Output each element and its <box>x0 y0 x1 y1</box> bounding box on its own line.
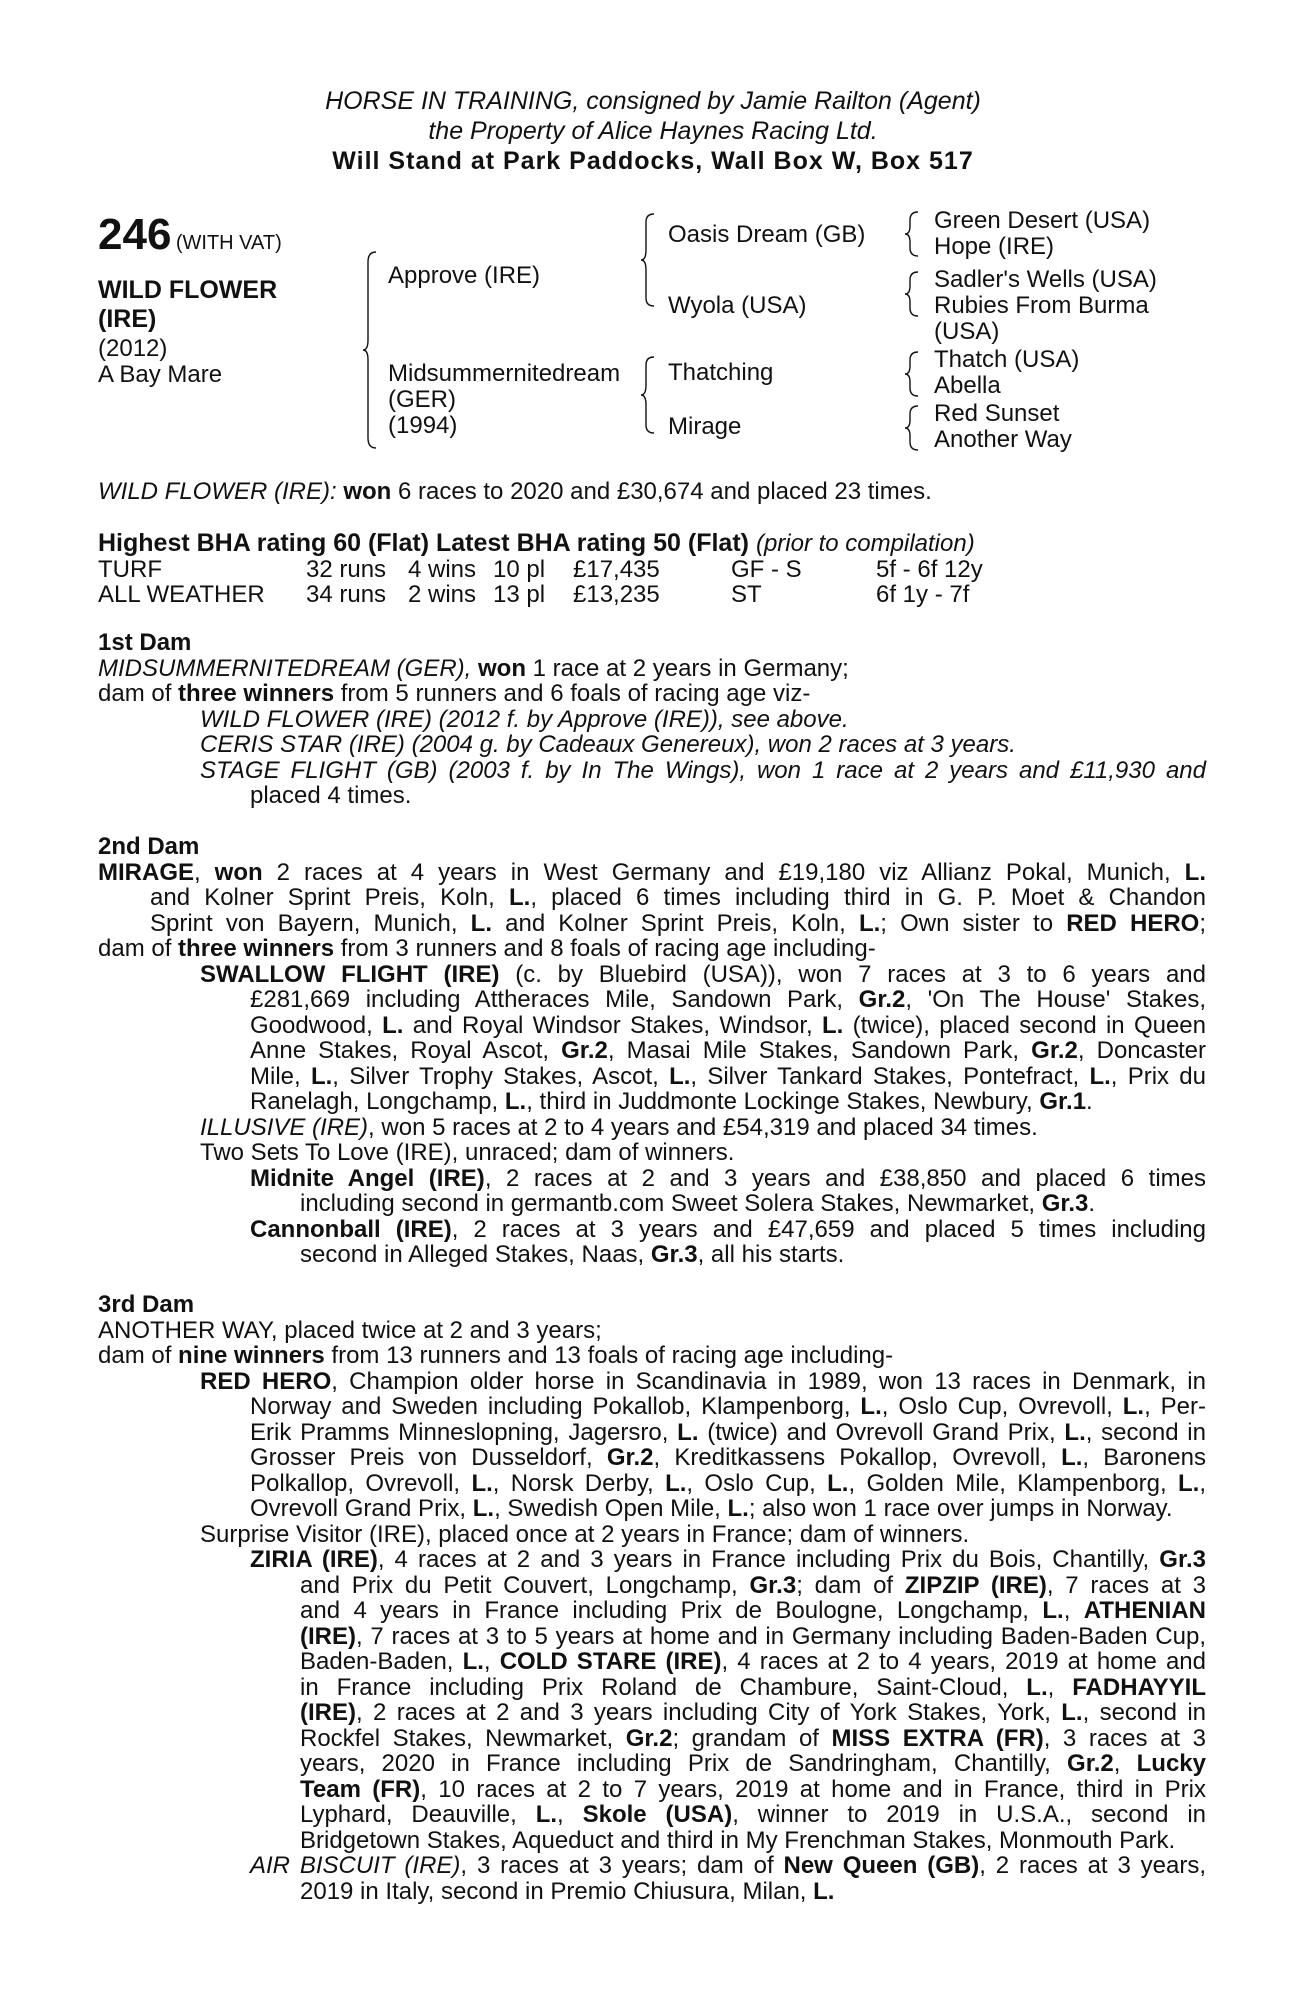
grade: Gr.2 <box>625 1724 673 1752</box>
text: 2 races at 4 years in West Germany and £19,180 viz Allianz Pokal, Munich, <box>262 858 1185 886</box>
grade: L. <box>858 909 881 937</box>
horse-info <box>98 276 277 388</box>
second-dam-line <box>98 911 1206 937</box>
dam-dam: Mirage <box>668 413 742 440</box>
text: , 4 races at 2 to 4 years, 2019 at home and <box>721 1648 1207 1675</box>
text: ; also won 1 race over jumps in Norway. <box>748 1495 1173 1522</box>
text: , <box>483 1648 500 1675</box>
text: , Per- <box>1144 1393 1206 1420</box>
lot-number-block <box>98 212 282 258</box>
dam-name-text: MIRAGE <box>98 858 194 886</box>
produce-entry-cont <box>98 1496 1206 1522</box>
text: Goodwood, <box>250 1011 383 1039</box>
pedigree-brace-dam <box>640 355 660 435</box>
text: , 2 races at 2 and 3 years including City of York Stakes, York, <box>356 1699 1062 1726</box>
summary-won: won <box>343 478 392 505</box>
text: including second in germantb.com Sweet Solera Stakes, Newmarket, <box>300 1190 1042 1217</box>
grade: L. <box>669 1062 691 1090</box>
horse-name-bold: Midnite Angel (IRE) <box>250 1164 485 1192</box>
produce-entry-cont <box>98 1598 1206 1624</box>
dam-name-line: Midsummernitedream <box>388 360 621 387</box>
text: (twice) and Ovrevoll Grand Prix, <box>698 1418 1065 1446</box>
grade: L. <box>1061 1444 1083 1471</box>
sire-sire: Oasis Dream (GB) <box>668 221 866 248</box>
winners-count: three winners <box>178 935 335 962</box>
text: , Oslo Cup, Ovrevoll, <box>881 1393 1123 1420</box>
lot-number: 246 <box>98 210 172 259</box>
pedigree-brace-mirage <box>904 404 922 452</box>
text: , third in Juddmonte Lockinge Stakes, Newbury, <box>526 1088 1040 1115</box>
summary-text: 6 races to 2020 and £30,674 and placed 23 times. <box>398 478 932 505</box>
lot-header <box>98 86 1208 176</box>
text: dam of <box>98 1342 179 1369</box>
produce-entry-cont <box>98 1700 1206 1726</box>
text: 2019 in Italy, second in Premio Chiusura, Milan, <box>300 1877 814 1905</box>
pedigree-brace-oasis-dream <box>904 210 922 258</box>
text: ; dam of <box>796 1571 905 1599</box>
text: years, 2020 in France including Prix de Sandringham, Chantilly, <box>300 1750 1068 1777</box>
text: ; grandam of <box>672 1724 832 1752</box>
horse-description: A Bay Mare <box>98 361 223 388</box>
ratings-row-all-weather <box>98 582 983 607</box>
grade: L. <box>813 1877 835 1905</box>
sire-sire-sire: Green Desert (USA) <box>934 207 1151 234</box>
rating-distance: 6f 1y - 7f <box>876 581 970 608</box>
produce-entry <box>98 1115 1206 1141</box>
text: 1 race at 2 years in Germany; <box>526 654 849 682</box>
grade: L. <box>1122 1393 1145 1420</box>
ratings-block <box>98 530 1206 607</box>
grade: Gr.3 <box>749 1571 797 1599</box>
text: and 4 years in France including Prix de Boulogne, Longchamp, <box>300 1597 1043 1624</box>
grade: L. <box>462 1648 484 1675</box>
text: and Kolner Sprint Preis, Koln, <box>492 909 859 937</box>
grade: L. <box>822 1011 844 1039</box>
dam-sire-dam: Abella <box>934 372 1001 399</box>
third-dam-section <box>98 1292 1206 1904</box>
text: Sprint von Bayern, Munich, <box>150 909 471 937</box>
won-text: won <box>214 858 263 886</box>
produce-entry-cont <box>98 1089 1206 1115</box>
text: , 4 races at 2 and 3 years in France including Prix du Bois, Chantilly, <box>377 1546 1160 1573</box>
text: , 2 races at 3 years, <box>979 1852 1207 1879</box>
winners-count: three winners <box>178 680 335 707</box>
second-dam-line <box>98 936 1206 962</box>
text: and Prix du Petit Couvert, Longchamp, <box>300 1571 750 1599</box>
text: Erik Pramms Minneslopning, Jagersro, <box>250 1418 678 1446</box>
grade: L. <box>1178 1469 1200 1497</box>
horse-name-bold: Cannonball (IRE) <box>250 1215 452 1243</box>
rating-going: ST <box>731 581 762 608</box>
rating-placed: 13 pl <box>493 581 546 608</box>
rating-wins: 2 wins <box>408 581 477 608</box>
text: , 3 races at 3 <box>1043 1724 1206 1752</box>
property-line: the Property of Alice Haynes Racing Ltd. <box>428 117 878 145</box>
produce-entry: Two Sets To Love (IRE), unraced; dam of winners. <box>200 1139 735 1166</box>
text: and Kolner Sprint Preis, Koln, <box>150 884 509 911</box>
produce-entry <box>98 1853 1206 1879</box>
text: , 10 races at 2 to 7 years, 2019 at home and in France, third in Prix <box>420 1775 1207 1803</box>
text: , second in <box>1082 1699 1206 1726</box>
produce-entry <box>98 1547 1206 1573</box>
text: . <box>1086 1088 1093 1115</box>
grade: L. <box>470 909 492 937</box>
sire-dam-dam-line: Rubies From Burma <box>934 292 1149 319</box>
dam-sire-sire: Thatch (USA) <box>934 346 1080 373</box>
text: Ovrevoll Grand Prix, <box>250 1495 473 1522</box>
rating-surface: TURF <box>98 556 162 583</box>
dam-name <box>388 361 620 439</box>
text: , Silver Tankard Stakes, Pontefract, <box>690 1062 1090 1090</box>
text: from 5 runners and 6 foals of racing age viz- <box>334 680 811 707</box>
text: , winner to 2019 in U.S.A., second in <box>732 1801 1207 1828</box>
grade: L. <box>860 1393 882 1420</box>
produce-entry-cont <box>98 1726 1206 1752</box>
produce-entry <box>98 1166 1206 1192</box>
text: , 2 races at 3 years and £47,659 and placed 5 times including <box>451 1215 1206 1243</box>
grade: L. <box>471 1469 493 1497</box>
text: , <box>1113 1750 1137 1777</box>
dam-name-text: MIDSUMMERNITEDREAM (GER), <box>98 654 478 682</box>
produce-entry-cont <box>98 1624 1206 1650</box>
text: (c. by Bluebird (USA)), won 7 races at 3 to 6 years and <box>499 960 1206 988</box>
text: , 'On The House' Stakes, <box>905 986 1206 1013</box>
won-text: won <box>478 654 526 682</box>
grade: Gr.2 <box>606 1444 654 1471</box>
grade: Gr.2 <box>1067 1750 1114 1777</box>
horse-name-bold: (IRE) <box>300 1622 356 1650</box>
text: Anne Stakes, Royal Ascot, <box>250 1037 562 1064</box>
horse-name-italic: ILLUSIVE (IRE) <box>200 1113 369 1141</box>
text: Ranelagh, Longchamp, <box>250 1088 505 1115</box>
second-dam-section <box>98 834 1206 1268</box>
text: , Baronens <box>1082 1444 1206 1471</box>
grade: L. <box>1061 1699 1083 1726</box>
second-dam-line <box>98 860 1206 886</box>
produce-entry-cont <box>98 1471 1206 1497</box>
text: Baden-Baden, <box>300 1648 463 1675</box>
text: ; <box>1199 909 1207 937</box>
text: , <box>1063 1597 1084 1624</box>
text: , Prix du <box>1110 1062 1207 1090</box>
horse-name-bold: ZIPZIP (IRE) <box>904 1571 1047 1599</box>
winners-count: nine winners <box>178 1342 325 1369</box>
produce-entry-cont <box>98 987 1206 1013</box>
produce-entry-cont <box>98 1420 1206 1446</box>
grade: L. <box>727 1495 749 1522</box>
text: in France including Prix Roland de Chambure, Saint-Cloud, <box>300 1673 1027 1701</box>
summary-horse: WILD FLOWER (IRE): <box>98 478 337 505</box>
first-dam-section <box>98 630 1206 809</box>
text: , all his starts. <box>697 1241 845 1268</box>
text: , placed 6 times including third in G. P. Moet & Chandon <box>530 884 1206 911</box>
produce-entry-cont <box>98 1038 1206 1064</box>
dam-dam-dam: Another Way <box>934 426 1072 453</box>
grade: L. <box>827 1469 849 1497</box>
produce-entry-cont <box>98 1675 1206 1701</box>
horse-name-bold: COLD STARE (IRE) <box>499 1648 722 1675</box>
text: dam of <box>98 680 179 707</box>
grade: Gr.3 <box>1159 1546 1206 1573</box>
ratings-table <box>98 557 983 607</box>
text: , Norsk Derby, <box>492 1469 666 1497</box>
dam-year: (1994) <box>388 412 458 439</box>
produce-entry-cont <box>98 1573 1206 1599</box>
produce-entry-cont <box>98 1394 1206 1420</box>
text: , Silver Trophy Stakes, Ascot, <box>332 1062 670 1090</box>
first-dam-heading: 1st Dam <box>98 629 192 656</box>
pedigree-brace-thatching <box>904 350 922 398</box>
text: , 2 races at 2 and 3 years and £38,850 and placed 6 times <box>484 1164 1207 1192</box>
produce-entry-cont <box>98 1064 1206 1090</box>
text: Grosser Preis von Dusseldorf, <box>250 1444 607 1471</box>
text: Rockfel Stakes, Newmarket, <box>300 1724 626 1752</box>
horse-name-bold: MISS EXTRA (FR) <box>831 1724 1044 1752</box>
text: Lyphard, Deauville, <box>300 1801 536 1828</box>
text: ; Own sister to <box>880 909 1067 937</box>
produce-entry: WILD FLOWER (IRE) (2012 f. by Approve (IRE)), see above. <box>200 705 849 733</box>
produce-entry-cont <box>98 1191 1206 1217</box>
pedigree-brace-wyola <box>904 270 922 318</box>
produce-entry-cont <box>98 1777 1206 1803</box>
grade: L. <box>1042 1597 1064 1624</box>
grade: L. <box>1026 1673 1048 1701</box>
text: , <box>1047 1673 1073 1701</box>
grade: L. <box>1089 1062 1111 1090</box>
produce-entry-cont: Bridgetown Stakes, Aqueduct and third in My Frenchman Stakes, Monmouth Park. <box>300 1826 1176 1854</box>
first-dam-line <box>98 656 1206 682</box>
rating-prize: £17,435 <box>573 556 660 583</box>
produce-entry-cont <box>98 1649 1206 1675</box>
produce-entry-cont <box>98 1802 1206 1828</box>
produce-entry: CERIS STAR (IRE) (2004 g. by Cadeaux Genereux), won 2 races at 3 years. <box>200 731 1016 758</box>
grade: Gr.3 <box>1041 1190 1089 1217</box>
horse-name-bold: ZIRIA (IRE) <box>250 1546 378 1573</box>
rating-distance: 5f - 6f 12y <box>876 556 983 583</box>
third-dam-line <box>98 1343 1206 1369</box>
horse-name-bold: RED HERO <box>1066 909 1200 937</box>
horse-name-bold: Team (FR) <box>300 1775 421 1803</box>
foaling-year: (2012) <box>98 335 168 362</box>
consignor-line: HORSE IN TRAINING, consigned by Jamie Railton (Agent) <box>325 87 981 115</box>
produce-entry <box>98 1369 1206 1395</box>
sire-dam-dam <box>934 293 1149 345</box>
text: , <box>1199 1469 1207 1497</box>
text: , <box>194 858 215 886</box>
horse-name-bold: SWALLOW FLIGHT (IRE) <box>200 960 500 988</box>
text: from 3 runners and 8 foals of racing age including- <box>334 935 876 962</box>
produce-entry-cont <box>98 1013 1206 1039</box>
rating-prize: £13,235 <box>573 581 660 608</box>
grade: L. <box>472 1495 495 1522</box>
text: , 7 races at 3 to 5 years at home and in Germany including Baden-Baden Cup, <box>356 1622 1206 1650</box>
grade: Gr.1 <box>1039 1088 1087 1115</box>
horse-name-bold: New Queen (GB) <box>783 1852 980 1879</box>
sire-name: Approve (IRE) <box>388 262 541 289</box>
text: (twice), placed second in Queen <box>843 1011 1206 1039</box>
text: , <box>557 1801 583 1828</box>
sire-dam-sire: Sadler's Wells (USA) <box>934 266 1157 293</box>
ratings-heading: Highest BHA rating 60 (Flat) Latest BHA rating 50 (Flat) <box>98 529 749 557</box>
text: , second in <box>1085 1418 1206 1446</box>
first-dam-line <box>98 681 1206 707</box>
pedigree-brace-sire-dam <box>362 250 382 450</box>
text: Norway and Sweden including Pokallob, Klampenborg, <box>250 1393 861 1420</box>
rating-runs: 34 runs <box>306 581 387 608</box>
produce-entry-cont <box>98 1242 1206 1268</box>
produce-entry <box>98 962 1206 988</box>
grade: L. <box>310 1062 333 1090</box>
sire-dam: Wyola (USA) <box>668 292 807 319</box>
text: , Oslo Cup, <box>686 1469 828 1497</box>
grade: Gr.3 <box>650 1241 698 1268</box>
horse-name: WILD FLOWER <box>98 276 278 304</box>
produce-entry-cont <box>98 1751 1206 1777</box>
text: , Swedish Open Mile, <box>494 1495 728 1522</box>
second-dam-heading: 2nd Dam <box>98 833 200 860</box>
rating-wins: 4 wins <box>408 556 477 583</box>
grade: L. <box>665 1469 687 1497</box>
text: second in Alleged Stakes, Naas, <box>300 1241 651 1268</box>
rating-runs: 32 runs <box>306 556 387 583</box>
text: STAGE FLIGHT (GB) (2003 f. by In The Wings), won 1 race at 2 years and £11,930 and <box>200 756 1206 784</box>
horse-name-bold: ATHENIAN <box>1083 1597 1206 1624</box>
text: , Champion older horse in Scandinavia in 1989, won 13 races in Denmark, in <box>331 1367 1206 1395</box>
horse-name-bold: RED HERO <box>200 1367 332 1395</box>
text: . <box>1088 1190 1096 1217</box>
race-summary <box>98 479 1206 505</box>
vat-note: (WITH VAT) <box>175 232 282 254</box>
text: , won 5 races at 2 to 4 years and £54,319 and placed 34 times. <box>368 1113 1038 1141</box>
produce-entry-cont <box>98 1445 1206 1471</box>
produce-entry: Surprise Visitor (IRE), placed once at 2 years in France; dam of winners. <box>200 1520 970 1548</box>
text: Mile, <box>250 1062 311 1090</box>
text: from 13 runners and 13 foals of racing age including- <box>324 1342 894 1369</box>
horse-name-bold: Lucky <box>1136 1750 1206 1777</box>
text: , Masai Mile Stakes, Sandown Park, <box>607 1037 1032 1064</box>
produce-entry <box>98 758 1206 784</box>
produce-entry <box>98 1217 1206 1243</box>
dam-country: (GER) <box>388 386 456 413</box>
sire-sire-dam: Hope (IRE) <box>934 233 1055 260</box>
text: dam of <box>98 935 179 962</box>
dam-sire: Thatching <box>668 359 774 386</box>
grade: L. <box>382 1011 404 1039</box>
rating-going: GF - S <box>731 556 802 583</box>
grade: Gr.2 <box>858 986 906 1013</box>
horse-name-italic: AIR BISCUIT (IRE) <box>250 1852 461 1879</box>
horse-name-bold: FADHAYYIL <box>1072 1673 1207 1701</box>
grade: L. <box>1064 1418 1086 1446</box>
pedigree-brace-sire <box>640 212 660 308</box>
rating-surface: ALL WEATHER <box>98 581 265 608</box>
grade: Gr.2 <box>1031 1037 1078 1064</box>
text: £281,669 including Attheraces Mile, Sandown Park, <box>250 986 859 1013</box>
text: , 7 races at 3 <box>1046 1571 1206 1599</box>
text: and Royal Windsor Stakes, Windsor, <box>403 1011 822 1039</box>
ratings-row-turf <box>98 557 983 582</box>
horse-name-bold: Skole (USA) <box>582 1801 733 1828</box>
ratings-note: (prior to compilation) <box>755 530 975 557</box>
text: Polkallop, Ovrevoll, <box>250 1469 472 1497</box>
grade: L. <box>677 1418 699 1446</box>
third-dam-heading: 3rd Dam <box>98 1291 195 1318</box>
grade: L. <box>535 1801 558 1828</box>
stabling-line: Will Stand at Park Paddocks, Wall Box W, Box 517 <box>332 147 974 175</box>
text: , Golden Mile, Klampenborg, <box>848 1469 1179 1497</box>
produce-entry-cont: placed 4 times. <box>250 782 412 809</box>
horse-name-bold: (IRE) <box>300 1699 356 1726</box>
grade: L. <box>504 1088 527 1115</box>
text: , Kreditkassens Pokallop, Ovrevoll, <box>653 1444 1062 1471</box>
rating-placed: 10 pl <box>493 556 546 583</box>
dam-dam-sire: Red Sunset <box>934 400 1060 427</box>
third-dam-line: ANOTHER WAY, placed twice at 2 and 3 years; <box>98 1316 602 1344</box>
sire-dam-dam-country: (USA) <box>934 318 1000 345</box>
grade: L. <box>1184 858 1206 886</box>
grade: L. <box>508 884 531 911</box>
grade: Gr.2 <box>561 1037 608 1064</box>
produce-entry-cont <box>98 1879 1206 1905</box>
text: , Doncaster <box>1077 1037 1206 1064</box>
second-dam-line <box>98 885 1206 911</box>
text: , 3 races at 3 years; dam of <box>460 1852 784 1879</box>
horse-name-suffix: (IRE) <box>98 305 157 333</box>
